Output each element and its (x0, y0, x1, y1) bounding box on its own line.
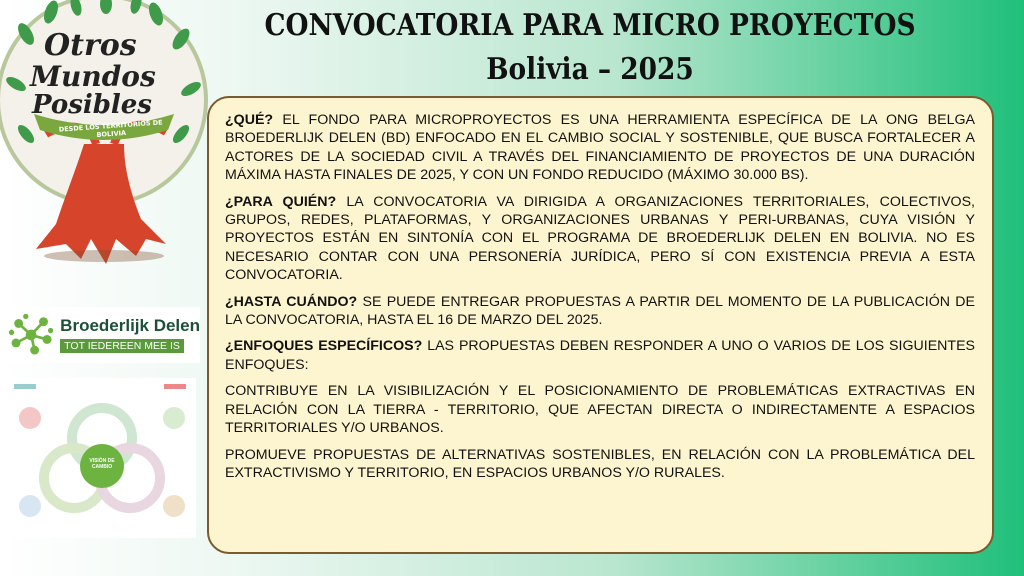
broederlijk-delen-logo (8, 307, 200, 363)
logo-word-posibles: Posibles (32, 90, 152, 120)
broederlijk-delen-slogan: TOT IEDEREEN MEE IS (60, 339, 184, 353)
section-enfoques-text: LAS PROPUESTAS DEBEN RESPONDER A UNO O VARIOS DE LOS SIGUIENTES ENFOQUES: (225, 338, 975, 373)
broederlijk-delen-icon (8, 310, 54, 360)
enfoque-item-1: CONTRIBUYE EN LA VISIBILIZACIÓN Y EL POSICIONAMIENTO DE PROBLEMÁTICAS EXTRACTIVAS EN RELACIÓN CON LA TIERRA - TERRITORIO, QUE AFECTAN DIRECTA O INDIRECTAMENTE A ESPACIOS TERRITORIALES Y/O URBANOS. (225, 383, 975, 437)
section-enfoques-heading: ¿ENFOQUES ESPECÍFICOS? (225, 338, 428, 355)
section-que-heading: ¿QUÉ? (225, 112, 283, 128)
section-enfoques (225, 337, 975, 374)
content-card (207, 96, 994, 554)
section-para-quien-heading: ¿PARA QUIÉN? (225, 193, 347, 210)
logo-word-mundos: Mundos (30, 60, 156, 93)
section-que-text: EL FONDO PARA MICROPROYECTOS ES UNA HERRAMIENTA ESPECÍFICA DE LA ONG BELGA BROEDERLIJK DELEN (BD) ENFOCADO EN EL CAMBIO SOCIAL Y SOSTENIBLE, QUE BUSCA FORTALECER A ACTORES DE LA SOCIEDAD CIVIL A TRAVÉS DEL FINANCIAMIENTO DE PROYECTOS DE UNA DURACIÓN MÁXIMA HASTA FINALES DE 2025, Y CON UN FONDO REDUCIDO (MÁXIMO 30.000 BS). (225, 112, 975, 184)
section-hasta-cuando-text: SE PUEDE ENTREGAR PROPUESTAS A PARTIR DEL MOMENTO DE LA PUBLICACIÓN DE LA CONVOCATORIA, HASTA EL 16 DE MARZO DEL 2025. (225, 293, 975, 329)
enfoque-item-2: PROMUEVE PROPUESTAS DE ALTERNATIVAS SOSTENIBLES, EN RELACIÓN CON LA PROBLEMÁTICA DEL EXTRACTIVISMO Y TERRITORIO, EN ESPACIOS URBANOS Y/O RURALES. (225, 446, 975, 481)
vision-center-label: VISIÓN DE CAMBIO (89, 458, 115, 470)
section-hasta-cuando-heading: ¿HASTA CUÁNDO? (225, 293, 363, 310)
section-que (225, 111, 975, 185)
section-para-quien (225, 193, 975, 285)
section-hasta-cuando (225, 293, 975, 330)
title-line-2: Bolivia – 2025 (486, 52, 694, 87)
vision-of-change-diagram (8, 378, 196, 538)
section-para-quien-text: LA CONVOCATORIA VA DIRIGIDA A ORGANIZACIONES TERRITORIALES, COLECTIVOS, GRUPOS, REDES, PLATAFORMAS, Y ORGANIZACIONES URBANAS Y PERI-URBANAS, CUYA VISIÓN Y PROYECTOS ESTÁN EN SINTONÍA CON EL PROGRAMA DE BROEDERLIJK DELEN EN BOLIVIA. NO ES NECESARIO CONTAR CON UNA PERSONERÍA JURÍDICA, PERO SÍ CON EXISTENCIA PREVIA A ESTA CONVOCATORIA. (225, 193, 975, 284)
logo-ribbon-text: DESDE LOS TERRITORIOS DE BOLIVIA (58, 118, 163, 140)
broederlijk-delen-name: Broederlijk Delen (60, 316, 200, 335)
title-line-1: CONVOCATORIA PARA MICRO PROYECTOS (264, 8, 916, 43)
page-title (256, 4, 925, 92)
otros-mundos-posibles-logo (0, 0, 208, 206)
logo-word-otros: Otros (44, 28, 137, 63)
